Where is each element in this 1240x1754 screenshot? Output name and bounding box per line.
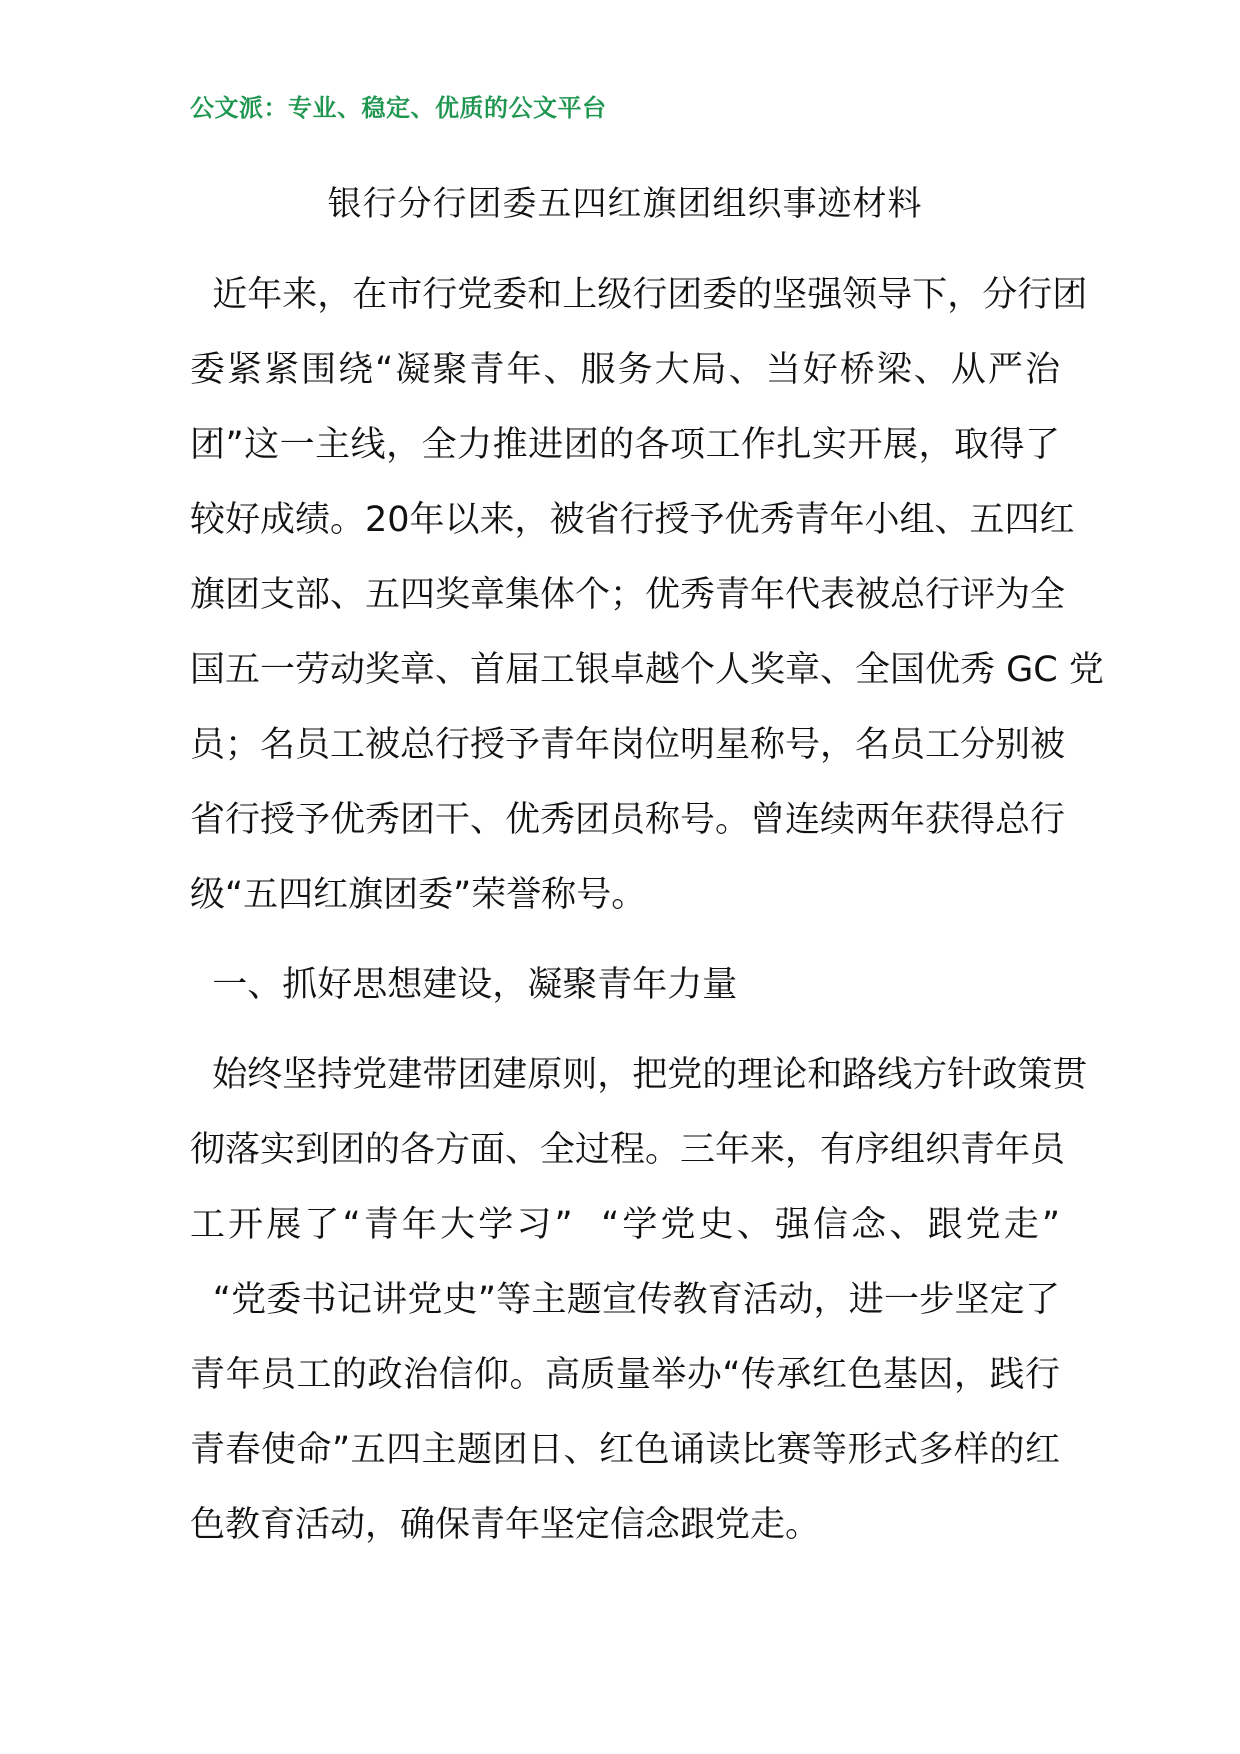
intro-line: 近年来，在市行党委和上级行团委的坚强领导下，分行团 bbox=[190, 275, 1088, 315]
section1-line: “党委书记讲党史”等主题宣传教育活动，进一步坚定了 bbox=[190, 1280, 1060, 1320]
intro-line: 员；名员工被总行授予青年岗位明星称号，名员工分别被 bbox=[190, 725, 1066, 765]
section1-line: 始终坚持党建带团建原则，把党的理论和路线方针政策贯 bbox=[190, 1055, 1088, 1095]
intro-line: 级“五四红旗团委”荣誉称号。 bbox=[190, 875, 647, 915]
section1-line: 色教育活动，确保青年坚定信念跟党走。 bbox=[190, 1505, 821, 1545]
intro-line: 委紧紧围绕“凝聚青年、服务大局、当好桥梁、从严治 bbox=[190, 350, 1060, 390]
header-brand: 公文派：专业、稳定、优质的公文平台 bbox=[190, 93, 607, 122]
intro-paragraph bbox=[190, 258, 1104, 933]
document-title: 银行分行团委五四红旗团组织事迹材料 bbox=[327, 184, 923, 224]
section1-line: 青年员工的政治信仰。高质量举办“传承红色基因，践行 bbox=[190, 1355, 1060, 1395]
section-heading: 一、抓好思想建设，凝聚青年力量 bbox=[190, 965, 738, 1005]
intro-line: 较好成绩。20年以来，被省行授予优秀青年小组、五四红 bbox=[190, 500, 1075, 540]
section1-line: 青春使命”五四主题团日、红色诵读比赛等形式多样的红 bbox=[190, 1430, 1060, 1470]
document-body bbox=[190, 258, 1104, 1563]
intro-line: 国五一劳动奖章、首届工银卓越个人奖章、全国优秀 GC 党 bbox=[190, 650, 1104, 690]
section1-line: 彻落实到团的各方面、全过程。三年来，有序组织青年员 bbox=[190, 1130, 1066, 1170]
section1-line: 工开展了“青年大学习” “学党史、强信念、跟党走” bbox=[190, 1205, 1060, 1245]
intro-line: 省行授予优秀团干、优秀团员称号。曾连续两年获得总行 bbox=[190, 800, 1066, 840]
section1-paragraph bbox=[190, 1038, 1088, 1563]
intro-line: 旗团支部、五四奖章集体个；优秀青年代表被总行评为全 bbox=[190, 575, 1066, 615]
intro-line: 团”这一主线，全力推进团的各项工作扎实开展，取得了 bbox=[190, 425, 1060, 465]
